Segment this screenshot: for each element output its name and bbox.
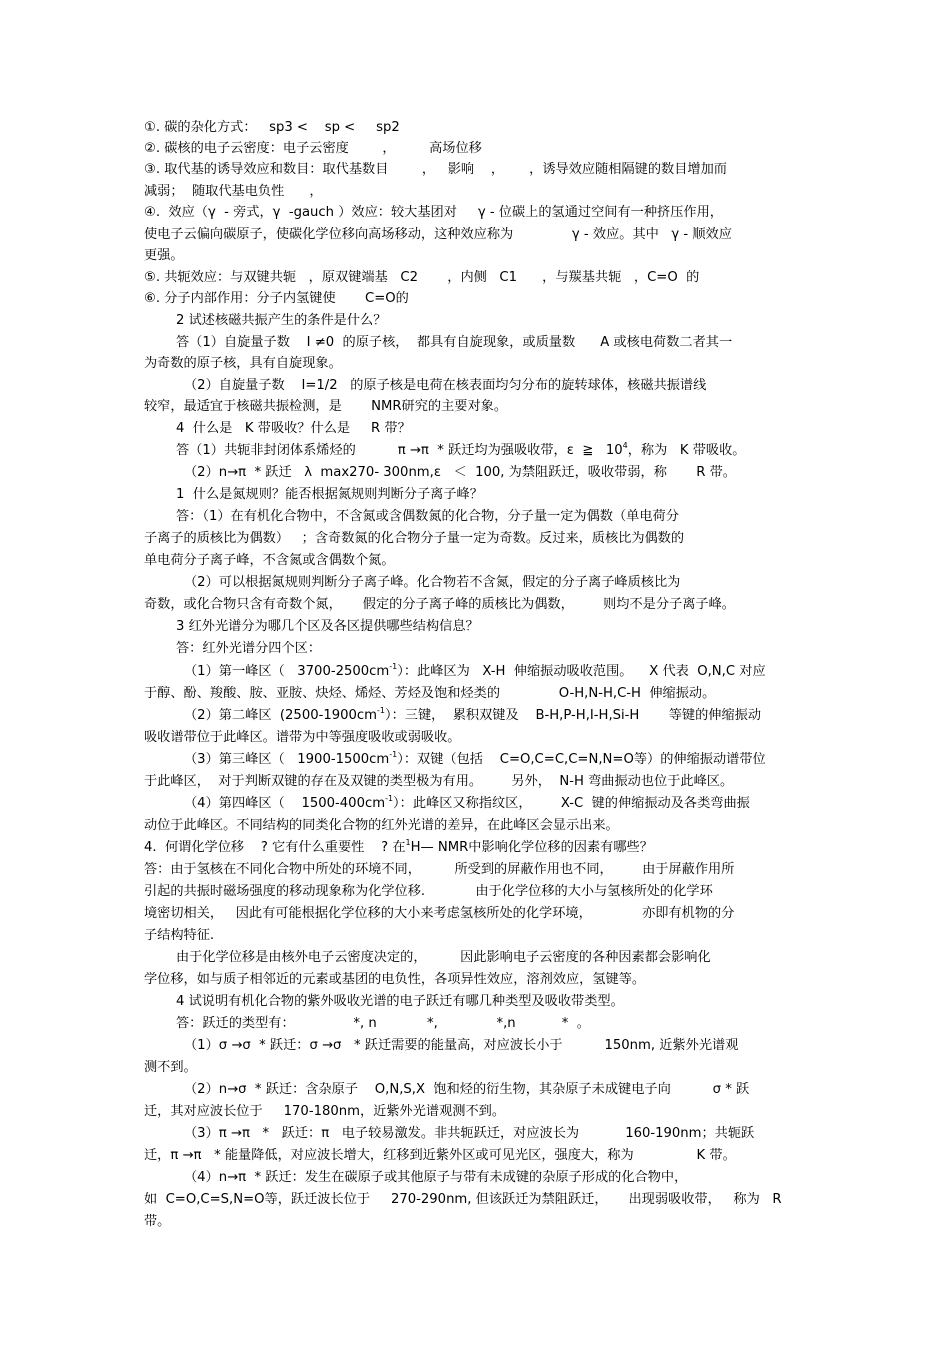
text-line: （4）n→π * 跃迁：发生在碳原子或其他原子与带有未成键的杂原子形成的化合物中，	[184, 1170, 688, 1185]
text-line: （3）π →π * 跃迁：π 电子较易激发。非共轭跃迁，对应波长为 160-190nm；共轭跃	[184, 1126, 755, 1141]
text-line: （1）σ →σ * 跃迁：σ →σ * 跃迁需要的能量高，对应波长小于 150nm, 近紫外光谱观	[184, 1038, 739, 1053]
text-line: 单电荷分子离子峰，不含氮或含偶数个氮。	[144, 553, 395, 568]
text-line: 于此峰区， 对于判断双键的存在及双键的类型极为有用。 另外， N-H 弯曲振动也位于此峰区。	[144, 774, 734, 789]
question-heading: 1 什么是氮规则？能否根据氮规则判断分子离子峰？	[176, 487, 483, 502]
superscript: 1	[405, 838, 411, 847]
superscript: 4	[622, 441, 628, 450]
text-line: ⑤. 共轭效应：与双键共轭 ，原双键端基 C2 ，内侧 C1 ，与羰基共轭 ，C=O 的	[144, 270, 700, 285]
question-heading: 4 什么是 K 带吸收？什么是 R 带？	[176, 421, 411, 436]
text-line: （4）第四峰区（ $1500-400cm^{-1}$）：此峰区又称指纹区， X-C 键的伸缩振动及各类弯曲振	[184, 794, 750, 811]
superscript: -1	[389, 662, 398, 671]
text-line: ④. 效应（γ - 旁式，γ -gauch ）效应：较大基团对 γ - 位碳上的氢通过空间有一种挤压作用，	[144, 205, 723, 220]
text-line: 使电子云偏向碳原子，使碳化学位移向高场移动，这种效应称为 γ - 效应。其中 γ - 顺效应	[144, 227, 732, 242]
text-line: 为奇数的原子核，具有自旋现象。	[144, 356, 342, 371]
text-line: 更强。	[144, 248, 184, 263]
text-line: 迁，π →π * 能量降低，对应波长增大，红移到近紫外区或可见光区，强度大，称为 K 带。	[144, 1148, 736, 1163]
text-line: （2）n→π * 跃迁 λ max270- 300nm,ε ＜ 100, 为禁阻跃迁，吸收带弱，称 R 带。	[184, 465, 736, 480]
superscript: -1	[377, 706, 386, 715]
text-line: ①. 碳的杂化方式： sp3 < sp < sp2	[144, 120, 400, 135]
text-line: 答：红外光谱分四个区：	[176, 641, 322, 656]
text-line: （1）第一峰区（ $3700-2500cm^{-1}$）：此峰区为 X-H 伸缩振动吸收范围。 X 代表 O,N,C 对应	[184, 662, 766, 679]
text-line: 子离子的质核比为偶数） ；含奇数氮的化合物分子量一定为奇数。反过来，质核比为偶数的	[144, 531, 685, 546]
text-line: 于醇、酚、羧酸、胺、亚胺、炔烃、烯烃、芳烃及饱和烃类的 O-H,N-H,C-H 伸缩振动。	[144, 686, 716, 701]
text-line: 由于化学位移是由核外电子云密度决定的， 因此影响电子云密度的各种因素都会影响化	[176, 950, 711, 965]
text-line: 迁，其对应波长位于 170-180nm，近紫外光谱观测不到。	[144, 1104, 506, 1119]
text-line: 境密切相关， 因此有可能根据化学位移的大小来考虑氢核所处的化学环境， 亦即有机物的分	[144, 906, 735, 921]
text-line: 答：跃迁的类型有： *, n *, *,n * 。	[176, 1016, 590, 1031]
text-line: 带。	[144, 1214, 171, 1229]
text-line: 答：（1）在有机化合物中，不含氮或含偶数氮的化合物，分子量一定为偶数（单电荷分	[176, 509, 679, 524]
superscript: -1	[389, 750, 398, 759]
text-line: 学位移，如与质子相邻近的元素或基团的电负性，各项异性效应，溶剂效应，氢键等。	[144, 972, 646, 987]
superscript: -1	[385, 794, 394, 803]
text-line: 减弱； 随取代基电负性 ，	[144, 184, 323, 199]
text-line: 如 C=O,C=S,N=O等，跃迁波长位于 270-290nm, 但该跃迁为禁阻跃迁， 出现弱吸收带， 称为 R	[144, 1192, 782, 1207]
text-line: 子结构特征.	[144, 928, 215, 943]
text-line: （2）第二峰区 $(2500-1900cm^{-1})$：三键， 累积双键及 B-H,P-H,I-H,Si-H 等键的伸缩振动	[184, 706, 762, 723]
text-line: ②. 碳核的电子云密度：电子云密度 ， 高场位移	[144, 141, 482, 156]
text-line: 奇数，或化合物只含有奇数个氮， 假定的分子离子峰的质核比为偶数， 则均不是分子离子峰。	[144, 597, 735, 612]
text-line: 测不到。	[144, 1060, 197, 1075]
text-line: 吸收谱带位于此峰区。谱带为中等强度吸收或弱吸收。	[144, 730, 461, 745]
question-heading: 4. 何谓化学位移 ? 它有什么重要性 ? 在$^1$H— NMR中影响化学位移的因素有哪些？	[144, 838, 653, 855]
text-line: 较窄，最适宜于核磁共振检测，是 NMR研究的主要对象。	[144, 399, 508, 414]
text-line: ③. 取代基的诱导效应和数目：取代基数目 ， 影响 ， ，诱导效应随相隔键的数目增加而	[144, 162, 727, 177]
text-line: 答（1）自旋量子数 I ≠0 的原子核， 都具有自旋现象，或质量数 A 或核电荷数二者其一	[176, 335, 733, 350]
text-line: 引起的共振时磁场强度的移动现象称为化学位移. 由于化学位移的大小与氢核所处的化学环	[144, 884, 713, 899]
text-line: ⑥. 分子内部作用：分子内氢键使 C=O的	[144, 291, 409, 306]
question-heading: 4 试说明有机化合物的紫外吸收光谱的电子跃迁有哪几种类型及吸收带类型。	[176, 994, 624, 1009]
text-line: （2）自旋量子数 I=1/2 的原子核是电荷在核表面均匀分布的旋转球体，核磁共振谱线	[184, 378, 707, 393]
text-line: 答：由于氢核在不同化合物中所处的环境不同， 所受到的屏蔽作用也不同， 由于屏蔽作用所	[144, 862, 735, 877]
text-line: 答（1）共轭非封闭体系烯烃的 π →π * 跃迁均为强吸收带，ε ≧ $10^4$，称为 K 带吸收。	[176, 441, 746, 458]
text-line: 动位于此峰区。不同结构的同类化合物的红外光谱的差异，在此峰区会显示出来。	[144, 818, 619, 833]
text-line: （3）第三峰区（ $1900-1500cm^{-1}$）：双键（包括 C=O,C=C,C=N,N=O等）的伸缩振动谱带位	[184, 750, 766, 767]
text-line: （2）n→σ * 跃迁：含杂原子 O,N,S,X 饱和烃的衍生物，其杂原子未成键电子向 σ * 跃	[184, 1082, 750, 1097]
question-heading: 3 红外光谱分为哪几个区及各区提供哪些结构信息？	[176, 619, 479, 634]
text-line: （2）可以根据氮规则判断分子离子峰。化合物若不含氮，假定的分子离子峰质核比为	[184, 575, 681, 590]
question-heading: 2 试述核磁共振产生的条件是什么？	[176, 313, 387, 328]
